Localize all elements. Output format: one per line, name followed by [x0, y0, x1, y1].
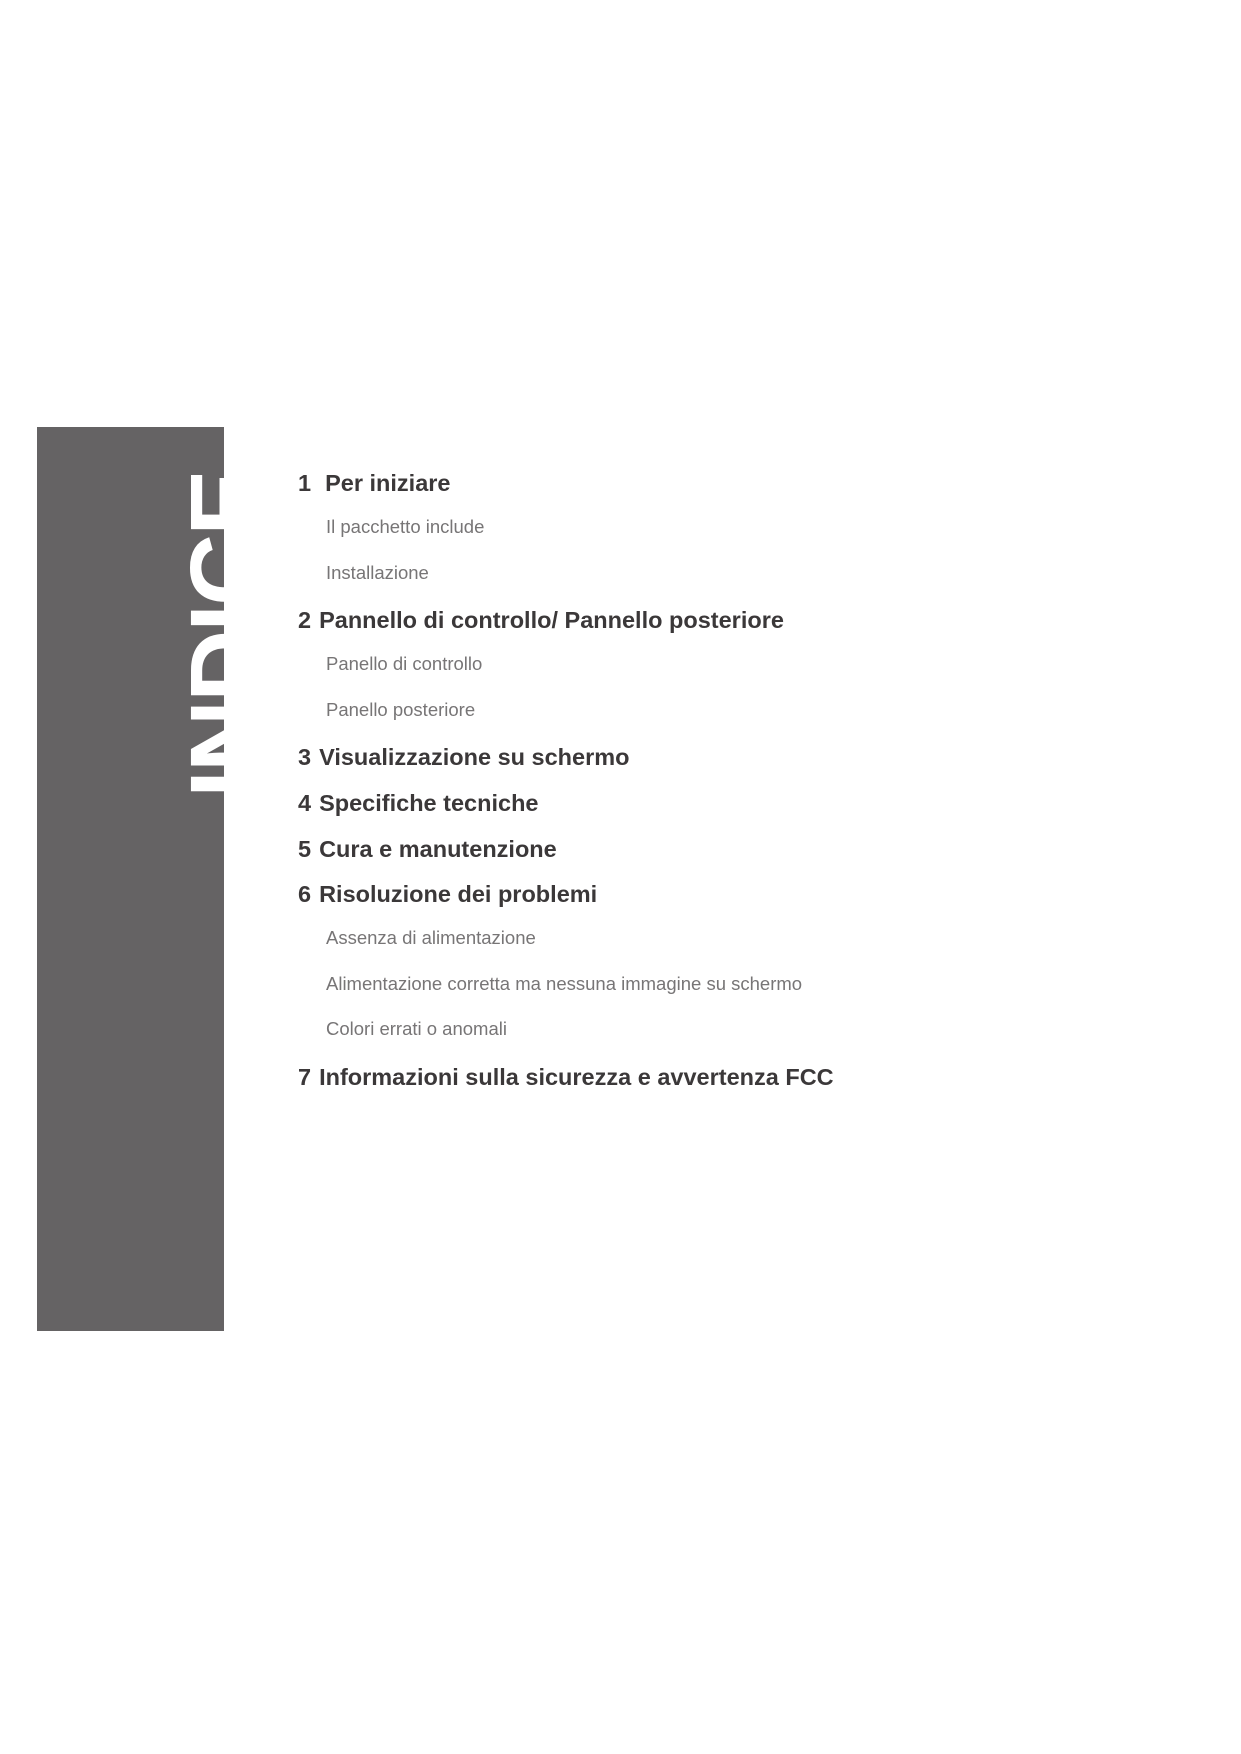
toc-section-number: 4 — [298, 790, 312, 816]
toc-section-number: 3 — [298, 744, 312, 770]
toc-section-number: 2 — [298, 607, 312, 633]
toc-section-title: Informazioni sulla sicurezza e avvertenza FCC — [319, 1064, 834, 1090]
toc-subsection[interactable]: Alimentazione corretta ma nessuna immagine su schermo — [326, 973, 803, 994]
toc-section-number: 7 — [298, 1064, 312, 1090]
toc-subsection[interactable]: Assenza di alimentazione — [326, 927, 536, 948]
toc-section-number: 5 — [298, 836, 312, 862]
toc-section-title: Risoluzione dei problemi — [319, 881, 598, 907]
toc-section-2[interactable] — [298, 607, 784, 634]
toc-section-title: Pannello di controllo/ Pannello posteriore — [319, 607, 784, 633]
toc-section-6[interactable] — [298, 881, 597, 908]
toc-section-3[interactable] — [298, 744, 629, 771]
toc-section-title: Per iniziare — [325, 470, 451, 496]
toc-subsection[interactable]: Panello posteriore — [326, 699, 476, 720]
toc-section-number: 6 — [298, 881, 312, 907]
toc-subsection[interactable]: Installazione — [326, 562, 429, 583]
toc-subsection[interactable]: Il pacchetto include — [326, 516, 485, 537]
toc-section-title: Specifiche tecniche — [319, 790, 539, 816]
toc-section-7[interactable] — [298, 1064, 834, 1091]
toc-section-1[interactable] — [298, 470, 450, 497]
toc-section-4[interactable] — [298, 790, 539, 817]
toc-section-title: Cura e manutenzione — [319, 836, 557, 862]
toc-section-5[interactable] — [298, 836, 557, 863]
side-title: INDICE — [170, 471, 282, 798]
toc-section-number: 1 — [298, 470, 312, 496]
toc-subsection[interactable]: Panello di controllo — [326, 653, 483, 674]
toc-subsection[interactable]: Colori errati o anomali — [326, 1018, 507, 1039]
toc-section-title: Visualizzazione su schermo — [319, 744, 630, 770]
